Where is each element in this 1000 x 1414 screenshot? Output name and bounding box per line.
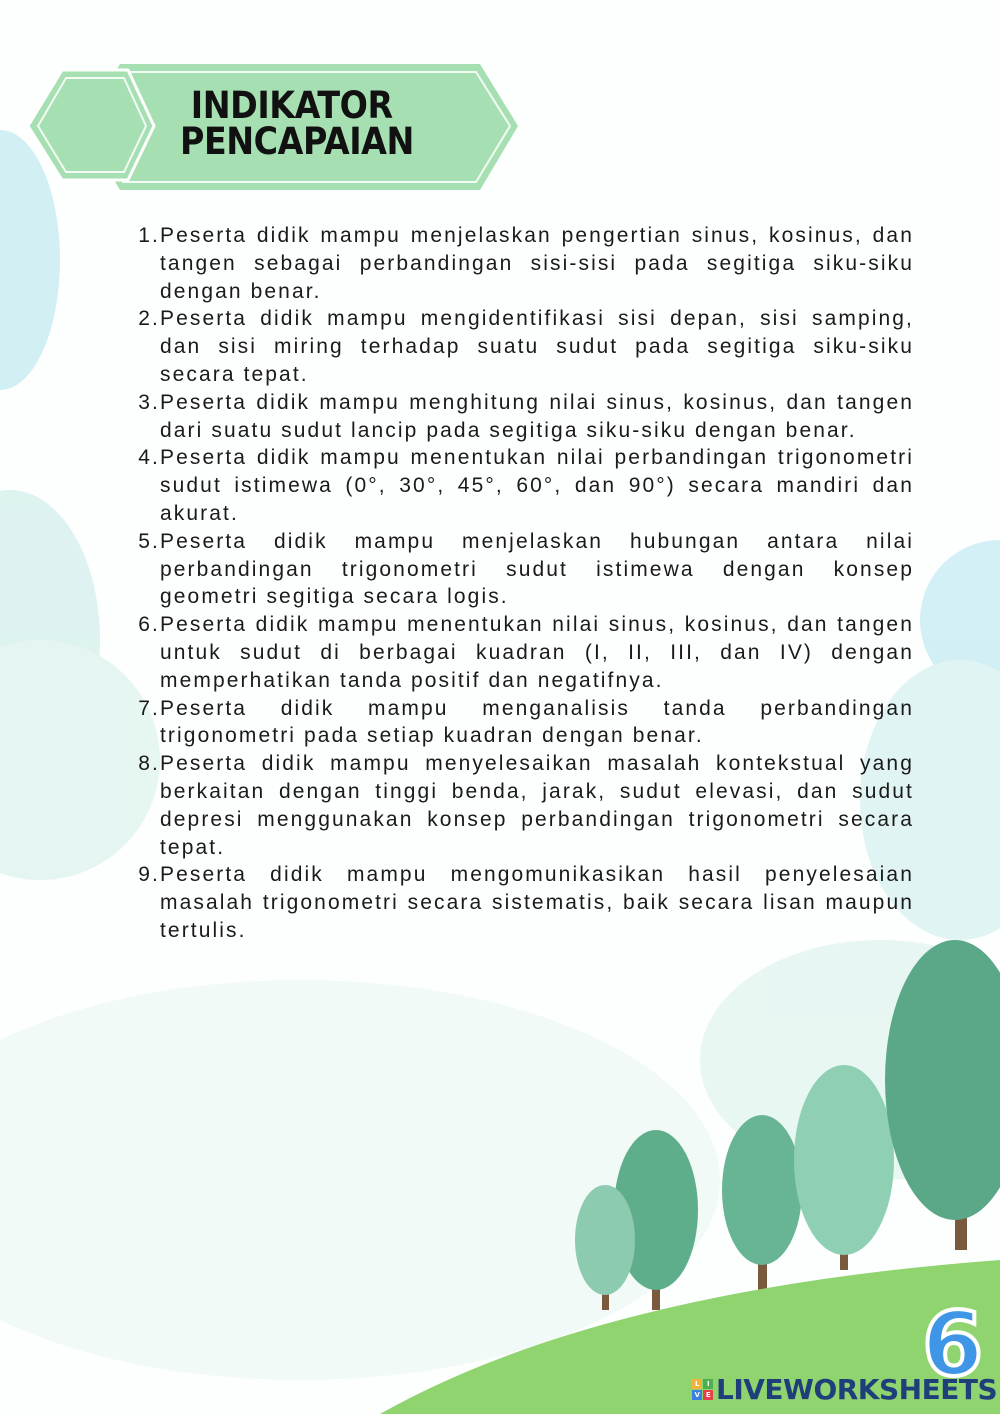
list-item: 8. Peserta didik mampu menyelesaikan masalah kontekstual yang berkaitan dengan tinggi benda, jarak, sudut elevasi, dan sudut depresi menggunakan konsep perbandingan trigonometri secara tepat. [138,752,914,859]
list-item: 1. Peserta didik mampu menjelaskan pengertian sinus, kosinus, dan tangen sebagai perbandingan sisi-sisi pada segitiga siku-siku dengan benar. [138,224,914,303]
list-item: 9. Peserta didik mampu mengomunikasikan hasil penyelesaian masalah trigonometri secara sistematis, baik secara lisan maupun tertulis. [138,863,914,942]
list-item: 4. Peserta didik mampu menentukan nilai perbandingan trigonometri sudut istimewa (0°, 30°, 45°, 60°, dan 90°) secara mandiri dan akurat. [138,446,914,525]
page-number: 6 [922,1293,984,1396]
page-title: INDIKATOR PENCAPAIAN [180,84,414,163]
list-item: 3. Peserta didik mampu menghitung nilai sinus, kosinus, dan tangen dari suatu sudut lancip pada segitiga siku-siku dengan benar. [138,390,914,442]
list-item: 7. Peserta didik mampu menganalisis tanda perbandingan trigonometri pada setiap kuadran dengan benar. [138,696,914,748]
list-item: 6. Peserta didik mampu menentukan nilai sinus, kosinus, dan tangen untuk sudut di berbagai kuadran (I, II, III, dan IV) dengan memperhatikan tanda positif dan negatifnya. [138,613,914,692]
liveworksheets-logo[interactable]: L I V E LIVEWORKSHEETS [692,1373,997,1406]
indicator-list [132,222,914,945]
list-item: 2. Peserta didik mampu mengidentifikasi sisi depan, sisi samping, dan sisi miring terhadap suatu sudut pada segitiga siku-siku secara tepat. [138,307,914,386]
live-badge-icon: L I V E [692,1379,713,1400]
list-item: 5. Peserta didik mampu menjelaskan hubungan antara nilai perbandingan trigonometri sudut istimewa dengan konsep geometri segitiga secara logis. [138,529,914,609]
